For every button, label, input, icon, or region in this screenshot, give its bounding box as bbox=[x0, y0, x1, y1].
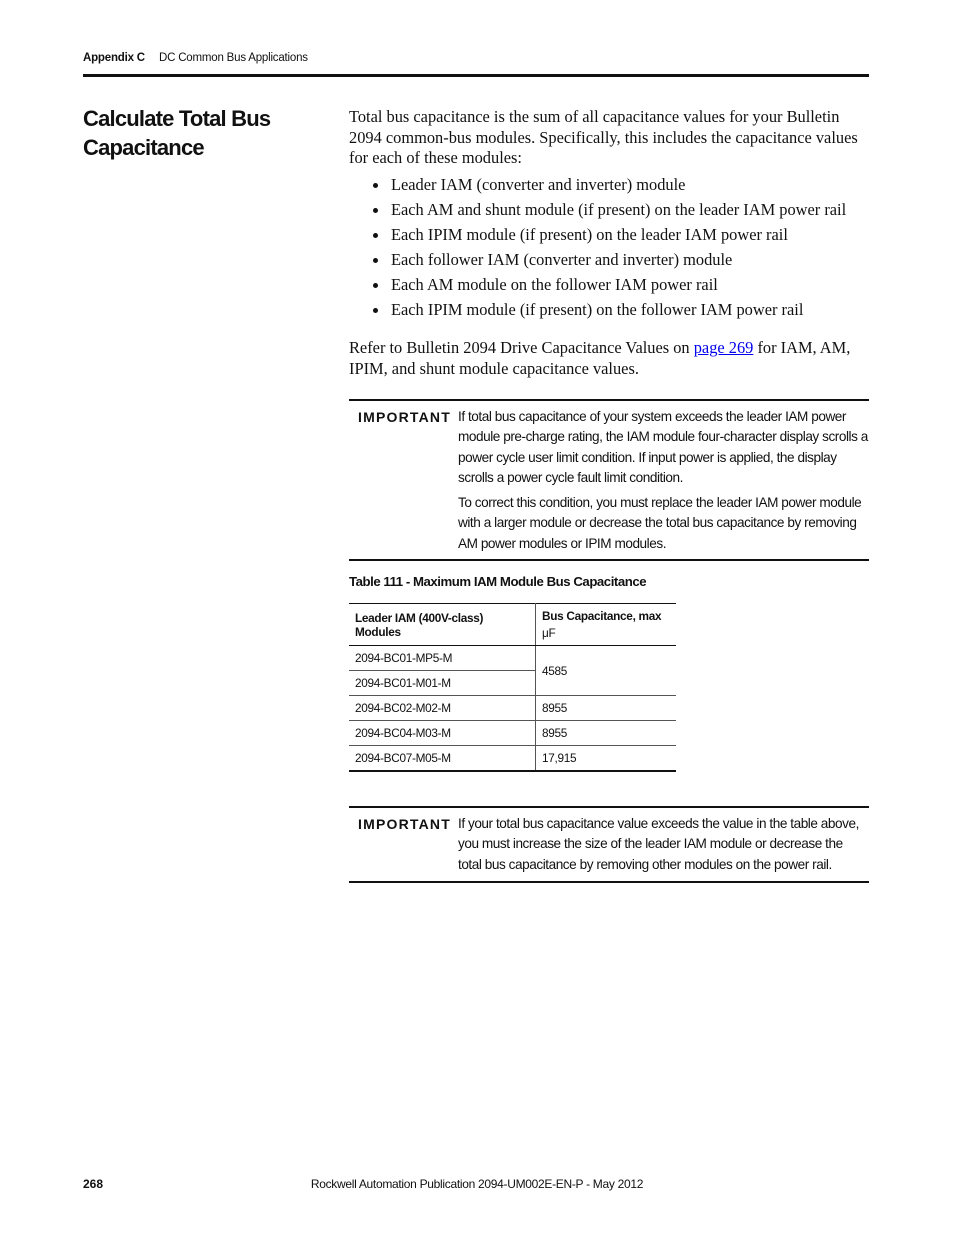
important-body: If total bus capacitance of your system exceeds the leader IAM power module pre-charge rating, the IAM module four-character display scrolls a power cycle user limit condition. If input power is applied, the display scrolls a power cycle fault limit condition. To correct this condition, you must replace the leader IAM power module with a larger module or decrease the total bus capacitance by removing AM power modules or IPIM modules. bbox=[458, 409, 868, 551]
section-heading: Calculate Total Bus Capacitance bbox=[83, 106, 271, 160]
refer-paragraph: Refer to Bulletin 2094 Drive Capacitance Values on page 269 for IAM, AM, IPIM, and shunt module capacitance values. bbox=[349, 338, 851, 378]
bullet-icon bbox=[373, 283, 378, 288]
list-item: Each IPIM module (if present) on the follower IAM power rail bbox=[349, 297, 869, 322]
table-row bbox=[349, 646, 676, 671]
important-label: IMPORTANT bbox=[358, 409, 451, 425]
list-item: Leader IAM (converter and inverter) module bbox=[349, 172, 869, 197]
intro-paragraph: Total bus capacitance is the sum of all capacitance values for your Bulletin 2094 common-bus modules. Specifically, this includes the capacitance values for each of these modules: bbox=[349, 107, 858, 167]
bullet-icon bbox=[373, 308, 378, 313]
bullet-icon bbox=[373, 183, 378, 188]
capacitance-table bbox=[349, 603, 676, 772]
module-cell: 2094-BC01-M01-M bbox=[349, 671, 536, 696]
bullet-icon bbox=[373, 258, 378, 263]
table-row bbox=[349, 721, 676, 746]
important-note-exceeds bbox=[349, 806, 869, 883]
important-label: IMPORTANT bbox=[358, 816, 451, 832]
page-number: 268 bbox=[83, 1177, 104, 1191]
module-cell: 2094-BC04-M03-M bbox=[349, 721, 536, 746]
important-body: If your total bus capacitance value exceeds the value in the table above, you must increase the size of the leader IAM module or decrease the total bus capacitance by removing other modules on the power rail. bbox=[458, 816, 859, 872]
list-item: Each follower IAM (converter and inverter) module bbox=[349, 247, 869, 272]
module-cell: 2094-BC07-M05-M bbox=[349, 746, 536, 771]
appendix-label: Appendix C bbox=[83, 52, 145, 64]
publication-footer: Rockwell Automation Publication 2094-UM002E-EN-P - May 2012 bbox=[310, 1177, 644, 1191]
important-note-precharge bbox=[349, 399, 869, 561]
capacitance-cell: 4585 bbox=[536, 646, 677, 696]
capacitance-cell: 8955 bbox=[536, 721, 677, 746]
list-item: Each IPIM module (if present) on the leader IAM power rail bbox=[349, 222, 869, 247]
list-item: Each AM module on the follower IAM power rail bbox=[349, 272, 869, 297]
chapter-title: DC Common Bus Applications bbox=[159, 52, 308, 64]
table-row bbox=[349, 746, 676, 771]
header-rule bbox=[83, 74, 869, 77]
bullet-icon bbox=[373, 233, 378, 238]
module-bullet-list bbox=[349, 172, 869, 322]
module-cell: 2094-BC01-MP5-M bbox=[349, 646, 536, 671]
bullet-icon bbox=[373, 208, 378, 213]
page-269-link[interactable]: page 269 bbox=[693, 338, 754, 357]
page-header bbox=[83, 52, 308, 64]
table-row bbox=[349, 696, 676, 721]
column-header-capacitance: Bus Capacitance, max μF bbox=[536, 604, 677, 646]
module-cell: 2094-BC02-M02-M bbox=[349, 696, 536, 721]
table-header-row bbox=[349, 604, 676, 646]
list-item: Each AM and shunt module (if present) on the leader IAM power rail bbox=[349, 197, 869, 222]
column-header-modules: Leader IAM (400V-class) Modules bbox=[349, 604, 536, 646]
capacitance-cell: 8955 bbox=[536, 696, 677, 721]
capacitance-cell: 17,915 bbox=[536, 746, 677, 771]
table-caption: Table 111 - Maximum IAM Module Bus Capacitance bbox=[349, 574, 647, 589]
